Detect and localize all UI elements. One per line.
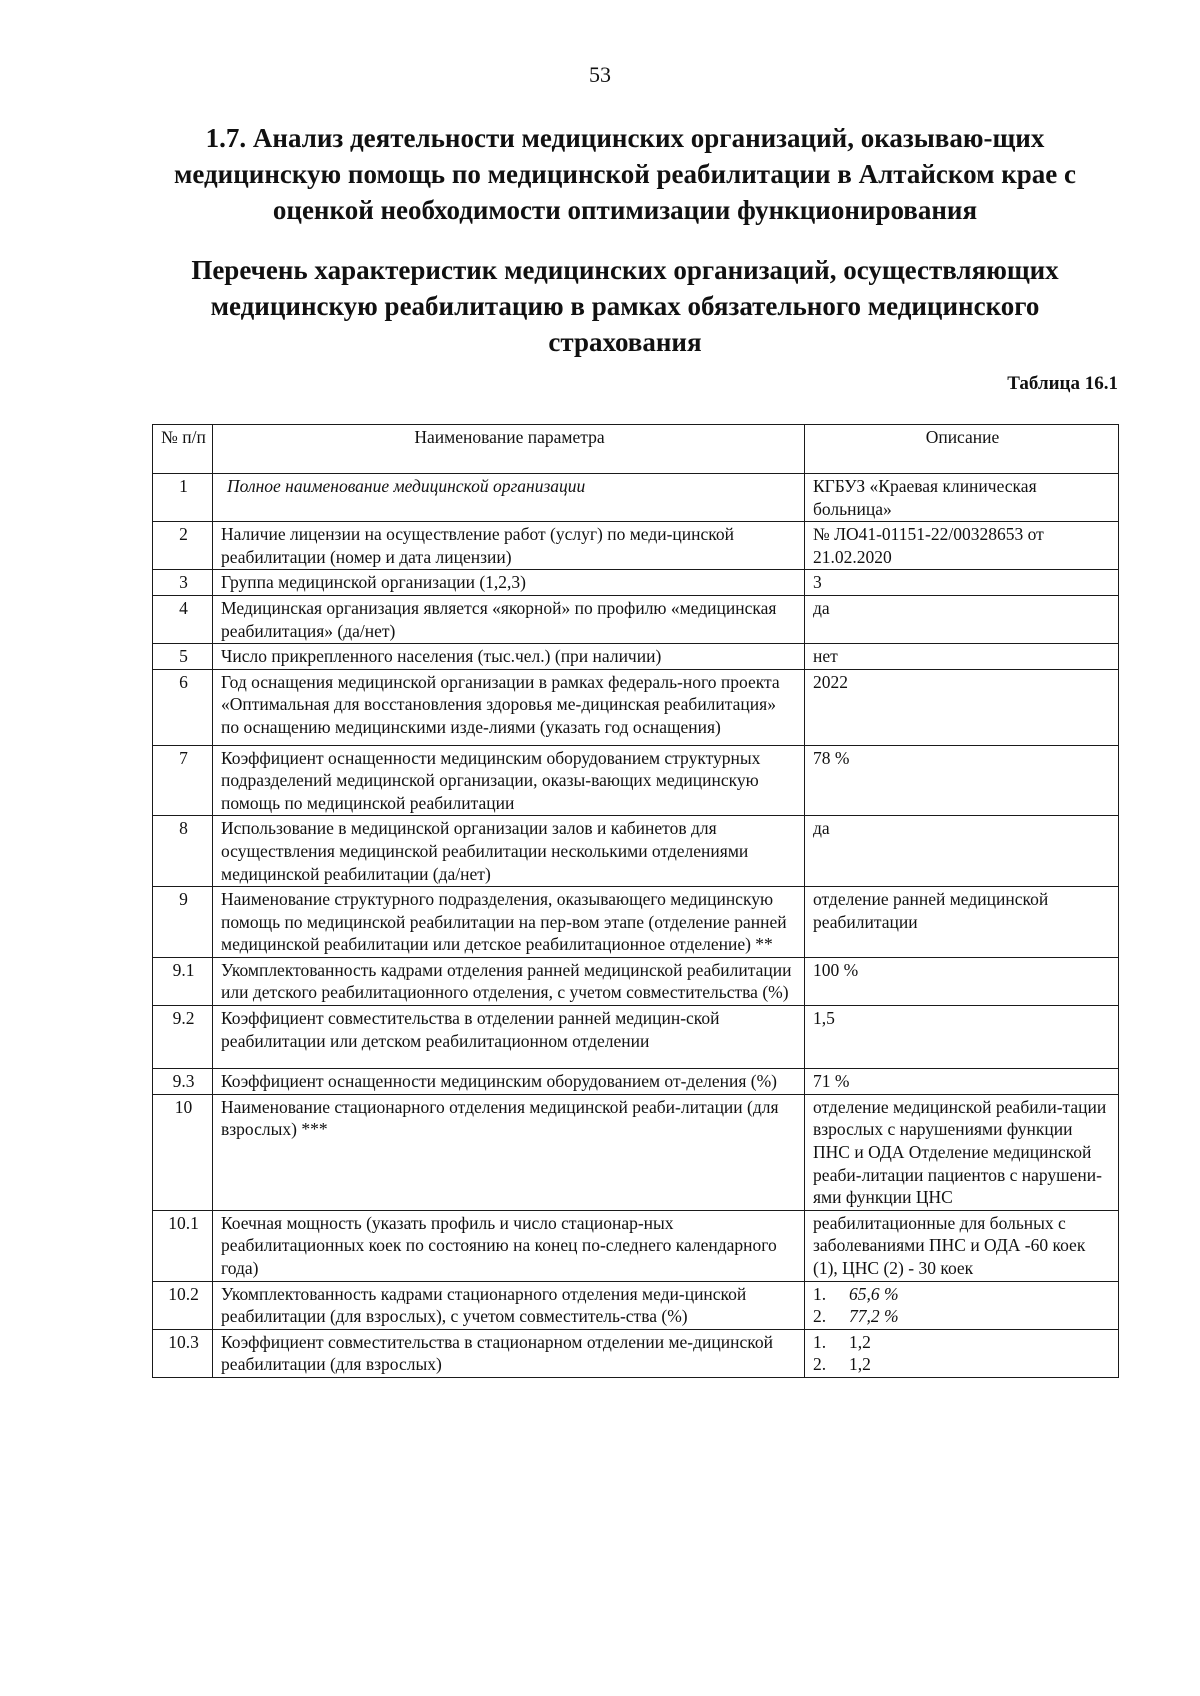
table-title: Перечень характеристик медицинских организаций, осуществляющих медицинскую реабилитацию в рамках обязательного медицинского страхования [191, 255, 1059, 357]
table-caption: Таблица 16.1 [1007, 373, 1118, 394]
header-number: № п/п [153, 425, 213, 474]
row-parameter: Медицинская организация является «якорной» по профилю «медицинская реабилитация» (да/нет) [213, 595, 805, 643]
description-list-item [813, 1283, 1112, 1306]
description-list-item [813, 1331, 1112, 1354]
table-row [153, 1329, 1119, 1377]
list-index: 2. [813, 1306, 827, 1327]
description-list-item [813, 1353, 1112, 1376]
row-description: 3 [805, 570, 1119, 596]
row-number: 10.1 [153, 1210, 213, 1281]
row-parameter: Группа медицинской организации (1,2,3) [213, 570, 805, 596]
row-number: 6 [153, 669, 213, 745]
list-index: 2. [813, 1354, 827, 1375]
table-row [153, 595, 1119, 643]
table-body [153, 474, 1119, 1378]
row-parameter: Коэффициент совместительства в стационарном отделении ме-дицинской реабилитации (для взрослых) [213, 1329, 805, 1377]
list-value: 77,2 % [849, 1306, 899, 1327]
row-number: 10.2 [153, 1281, 213, 1329]
table-header-row [153, 425, 1119, 474]
row-number: 2 [153, 522, 213, 570]
row-description: нет [805, 644, 1119, 670]
table-row [153, 887, 1119, 958]
row-number: 9.2 [153, 1006, 213, 1069]
page-number: 53 [589, 62, 611, 87]
table-row [153, 1069, 1119, 1095]
list-index: 1. [813, 1331, 827, 1352]
parameters-table [152, 424, 1119, 1378]
list-value: 65,6 % [849, 1283, 899, 1304]
row-number: 3 [153, 570, 213, 596]
row-description: да [805, 595, 1119, 643]
row-number: 10 [153, 1094, 213, 1210]
row-description: реабилитационные для больных с заболеваниями ПНС и ОДА -60 коек (1), ЦНС (2) - 30 коек [805, 1210, 1119, 1281]
table-row [153, 669, 1119, 745]
row-description: 1,5 [805, 1006, 1119, 1069]
table-row [153, 1210, 1119, 1281]
row-description: 78 % [805, 745, 1119, 816]
row-parameter: Наименование структурного подразделения, оказывающего медицинскую помощь по медицинской реабилитации на пер-вом этапе (отделение ранней медицинской реабилитации или детское реабилитационное отделение) ** [213, 887, 805, 958]
row-parameter: Использование в медицинской организации залов и кабинетов для осуществления медицинской реабилитации несколькими отделениями медицинской реабилитации (да/нет) [213, 816, 805, 887]
table-row [153, 474, 1119, 522]
row-number: 10.3 [153, 1329, 213, 1377]
row-number: 4 [153, 595, 213, 643]
row-parameter: Число прикрепленного населения (тыс.чел.) (при наличии) [213, 644, 805, 670]
row-description: 100 % [805, 957, 1119, 1005]
table-row [153, 644, 1119, 670]
section-heading: 1.7. Анализ деятельности медицинских организаций, оказываю-щих медицинскую помощь по медицинской реабилитации в Алтайском крае с оценкой необходимости оптимизации функционирования [173, 123, 1077, 225]
table-row [153, 1006, 1119, 1069]
header-parameter: Наименование параметра [213, 425, 805, 474]
row-description: № ЛО41-01151-22/00328653 от 21.02.2020 [805, 522, 1119, 570]
row-parameter: Коэффициент оснащенности медицинским оборудованием от-деления (%) [213, 1069, 805, 1095]
description-list-item [813, 1305, 1112, 1328]
row-parameter: Укомплектованность кадрами стационарного отделения меди-цинской реабилитации (для взрослых), с учетом совместитель-ства (%) [213, 1281, 805, 1329]
row-parameter: Коэффициент оснащенности медицинским оборудованием структурных подразделений медицинской организации, оказы-вающих медицинскую помощь по медицинской реабилитации [213, 745, 805, 816]
row-parameter: Год оснащения медицинской организации в рамках федераль-ного проекта «Оптимальная для восстановления здоровья ме-дицинская реабилитация» по оснащению медицинскими изде-лиями (указать год оснащения) [213, 669, 805, 745]
row-description: отделение медицинской реабили-тации взрослых с нарушениями функции ПНС и ОДА Отделение медицинской реаби-литации пациентов с нарушени-ями функции ЦНС [805, 1094, 1119, 1210]
table-row [153, 816, 1119, 887]
list-index: 1. [813, 1283, 827, 1304]
list-value: 1,2 [849, 1354, 871, 1375]
table-row [153, 570, 1119, 596]
row-description: да [805, 816, 1119, 887]
row-number: 9.1 [153, 957, 213, 1005]
list-value: 1,2 [849, 1331, 871, 1352]
row-description: 71 % [805, 1069, 1119, 1095]
row-number: 1 [153, 474, 213, 522]
description-list [813, 1331, 1112, 1376]
table-row [153, 957, 1119, 1005]
table-row [153, 1094, 1119, 1210]
table-row [153, 522, 1119, 570]
row-parameter: Полное наименование медицинской организации [213, 474, 805, 522]
row-number: 9.3 [153, 1069, 213, 1095]
row-parameter: Укомплектованность кадрами отделения ранней медицинской реабилитации или детского реабилитационного отделения, с учетом совместительства (%) [213, 957, 805, 1005]
row-parameter: Коечная мощность (указать профиль и число стационар-ных реабилитационных коек по состоянию на конец по-следнего календарного года) [213, 1210, 805, 1281]
row-description [805, 1281, 1119, 1329]
row-number: 5 [153, 644, 213, 670]
table-row [153, 1281, 1119, 1329]
table-row [153, 745, 1119, 816]
row-parameter: Наличие лицензии на осуществление работ (услуг) по меди-цинской реабилитации (номер и дата лицензии) [213, 522, 805, 570]
row-number: 8 [153, 816, 213, 887]
row-number: 7 [153, 745, 213, 816]
row-description: КГБУЗ «Краевая клиническая больница» [805, 474, 1119, 522]
row-parameter: Наименование стационарного отделения медицинской реаби-литации (для взрослых) *** [213, 1094, 805, 1210]
header-description: Описание [805, 425, 1119, 474]
row-number: 9 [153, 887, 213, 958]
row-description: отделение ранней медицинской реабилитации [805, 887, 1119, 958]
description-list [813, 1283, 1112, 1328]
row-parameter: Коэффициент совместительства в отделении ранней медицин-ской реабилитации или детском реабилитационном отделении [213, 1006, 805, 1069]
row-description [805, 1329, 1119, 1377]
row-description: 2022 [805, 669, 1119, 745]
